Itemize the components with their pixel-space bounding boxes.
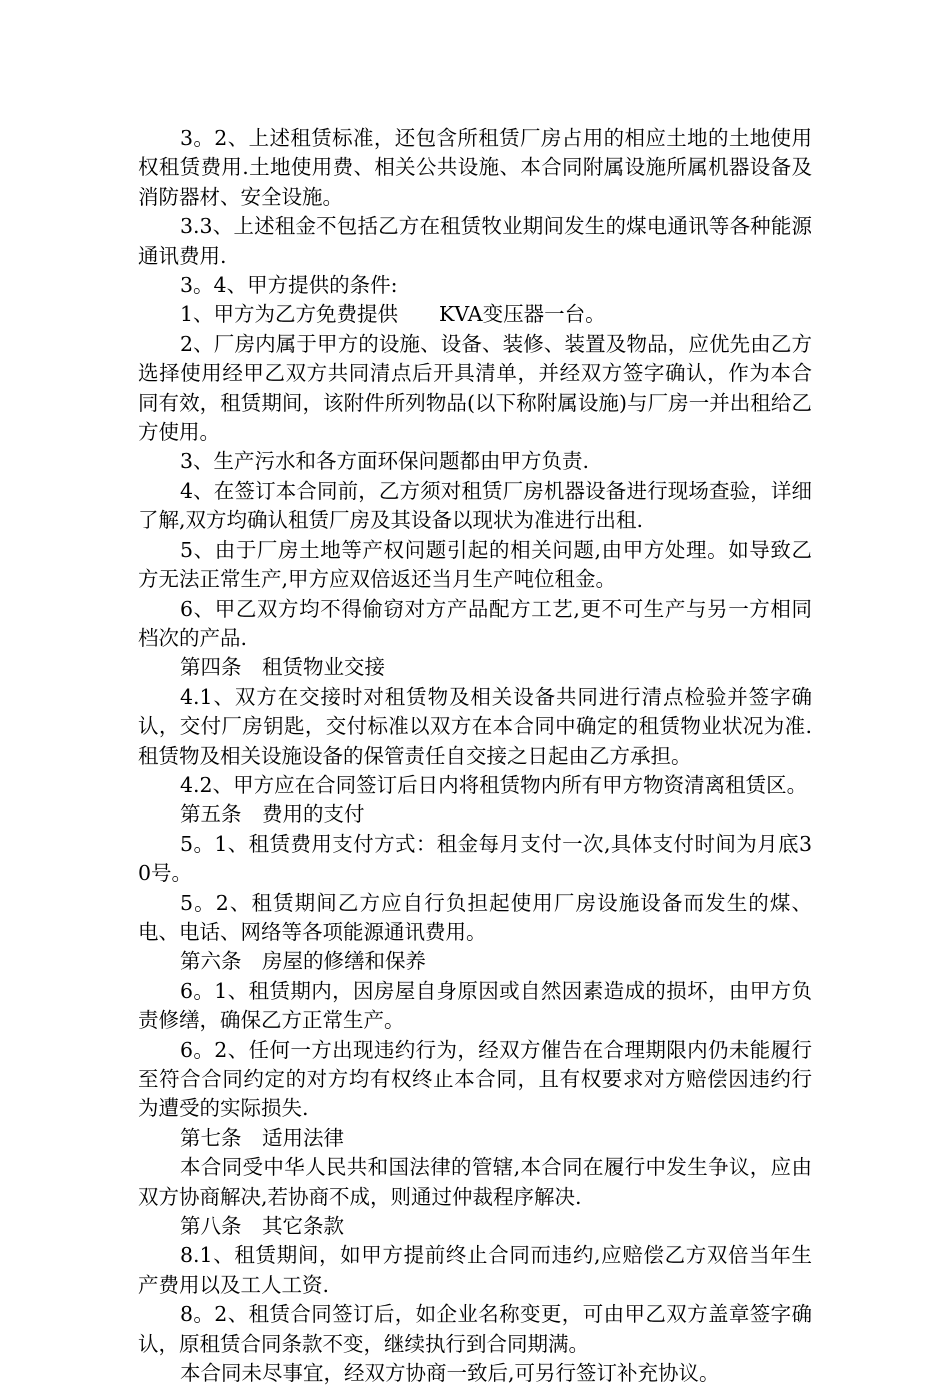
paragraph-8-2: 8。2、租赁合同签订后，如企业名称变更，可由甲乙双方盖章签字确认，原租赁合同条款不变，继续执行到合同期满。 (138, 1302, 812, 1356)
paragraph-item-5: 5、由于厂房土地等产权问题引起的相关问题,由甲方处理。如导致乙方无法正常生产,甲方应双倍返还当月生产吨位租金。 (138, 537, 812, 592)
section-heading-article-5: 第五条 费用的支付 (180, 802, 365, 827)
section-heading-article-8: 第八条 其它条款 (180, 1214, 344, 1239)
paragraph-item-6: 6、甲乙双方均不得偷窃对方产品配方工艺,更不可生产与另一方相同档次的产品. (138, 596, 812, 650)
paragraph-3-2: 3。2、上述租赁标准，还包含所租赁厂房占用的相应土地的土地使用权租赁费用.土地使用费、相关公共设施、本合同附属设施所属机器设备及消防器材、安全设施。 (138, 126, 812, 209)
paragraph-3-4: 3。4、甲方提供的条件: (180, 273, 398, 298)
paragraph-item-1: 1、甲方为乙方免费提供 KVA变压器一台。 (180, 302, 606, 327)
paragraph-4-1: 4.1、双方在交接时对租赁物及相关设备共同进行清点检验并签字确认，交付厂房钥匙，交付标准以双方在本合同中确定的租赁物业状况为准.租赁物及相关设施设备的保管责任自交接之日起由乙方承担。 (138, 684, 812, 768)
paragraph-5-2: 5。2、租赁期间乙方应自行负担起使用厂房设施设备而发生的煤、电、电话、网络等各项能源通讯费用。 (138, 890, 812, 944)
paragraph-applicable-law: 本合同受中华人民共和国法律的管辖,本合同在履行中发生争议，应由双方协商解决,若协商不成，则通过仲裁程序解决. (138, 1155, 812, 1209)
section-heading-article-4: 第四条 租赁物业交接 (180, 655, 385, 680)
section-heading-article-7: 第七条 适用法律 (180, 1125, 344, 1150)
paragraph-5-1: 5。1、租赁费用支付方式：租金每月支付一次,具体支付时间为月底30号。 (138, 831, 812, 886)
paragraph-8-1: 8.1、租赁期间，如甲方提前终止合同而违约,应赔偿乙方双倍当年生产费用以及工人工资. (138, 1243, 812, 1297)
document-body (138, 124, 812, 1388)
paragraph-item-3: 3、生产污水和各方面环保问题都由甲方负责. (180, 449, 590, 474)
paragraph-4-2: 4.2、甲方应在合同签订后日内将租赁物内所有甲方物资清离租赁区。 (180, 772, 808, 797)
paragraph-6-2: 6。2、任何一方出现违约行为，经双方催告在合理期限内仍未能履行至符合合同约定的对方均有权终止本合同，且有权要求对方赔偿因违约行为遭受的实际损失. (138, 1037, 812, 1121)
paragraph-closing: 本合同未尽事宜，经双方协商一致后,可另行签订补充协议。 (180, 1361, 720, 1386)
paragraph-6-1: 6。1、租赁期内，因房屋自身原因或自然因素造成的损坏，由甲方负责修缮，确保乙方正常生产。 (138, 978, 812, 1033)
section-heading-article-6: 第六条 房屋的修缮和保养 (180, 949, 426, 974)
paragraph-item-2: 2、厂房内属于甲方的设施、设备、装修、装置及物品，应优先由乙方选择使用经甲乙双方共同清点后开具清单，并经双方签字确认，作为本合同有效，租赁期间，该附件所列物品(以下称附属设施)与厂房一并出租给乙方使用。 (138, 331, 812, 445)
paragraph-item-4: 4、在签订本合同前，乙方须对租赁厂房机器设备进行现场查验，详细了解,双方均确认租赁厂房及其设备以现状为准进行出租. (138, 478, 812, 533)
paragraph-3-3: 3.3、上述租金不包括乙方在租赁牧业期间发生的煤电通讯等各种能源通讯费用. (138, 214, 812, 268)
